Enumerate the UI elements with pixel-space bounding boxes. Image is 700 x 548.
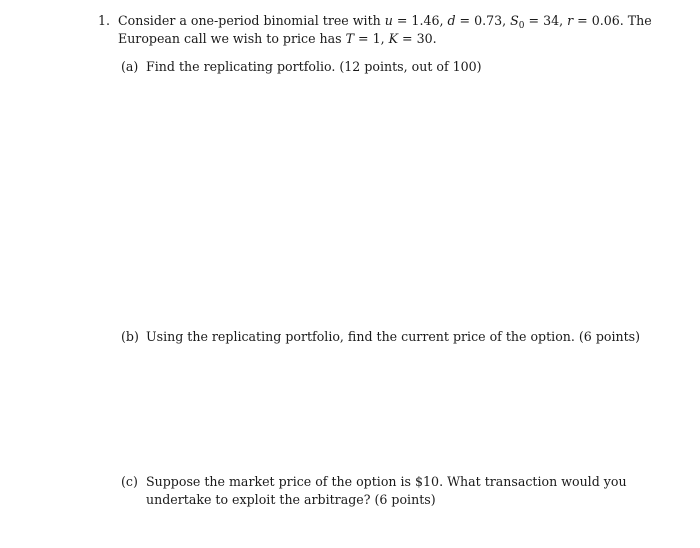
question-intro-line-1 (118, 12, 652, 29)
val-K: = 30. (398, 31, 437, 46)
question-number: 1. (98, 13, 111, 28)
intro-text: Consider a one-period binomial tree with (118, 13, 385, 28)
part-c-line-2: undertake to exploit the arbitrage? (6 points) (146, 492, 436, 507)
val-r: = 0.06. The (573, 13, 652, 28)
part-a-label: (a) (121, 59, 139, 74)
val-s: = 34, (524, 13, 568, 28)
val-d: = 0.73, (455, 13, 511, 28)
sub-s: 0 (518, 21, 525, 31)
question-intro-line-2 (118, 30, 437, 47)
part-a-text: Find the replicating portfolio. (12 points, out of 100) (146, 59, 482, 74)
var-d: d (447, 13, 456, 28)
val-u: = 1.46, (392, 13, 448, 28)
var-T: T (345, 31, 355, 46)
part-c-label: (c) (121, 474, 138, 489)
var-K: K (388, 31, 399, 46)
intro-text-2: European call we wish to price has (118, 31, 346, 46)
var-u: u (384, 13, 393, 28)
part-b-label: (b) (121, 329, 139, 344)
var-s: S (510, 13, 519, 28)
part-c-line-1: Suppose the market price of the option is $10. What transaction would you (146, 474, 627, 489)
var-r: r (567, 13, 574, 28)
part-b-text: Using the replicating portfolio, find the current price of the option. (6 points) (146, 329, 641, 344)
val-T: = 1, (354, 31, 389, 46)
